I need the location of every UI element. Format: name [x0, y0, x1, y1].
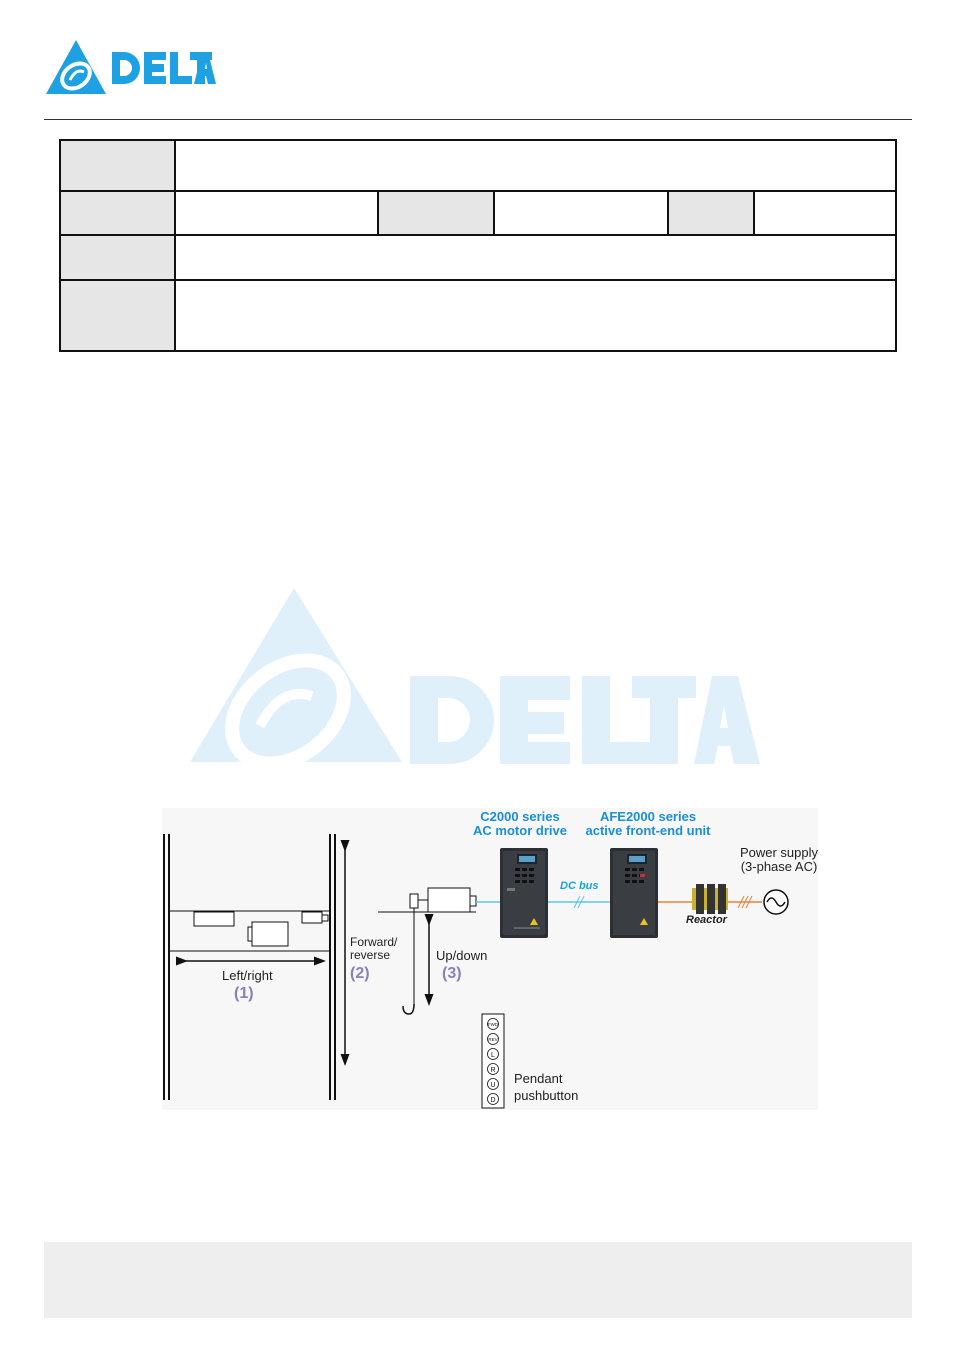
c2000-drive: [500, 848, 548, 938]
afe2000-title: [574, 810, 722, 838]
power-supply-line2: (3-phase AC): [740, 859, 818, 874]
pendant-button-d: D: [490, 1097, 496, 1104]
pendant-button-rev: REV: [488, 1037, 498, 1042]
footer-box: [44, 1242, 912, 1318]
label-number-1: (1): [234, 985, 254, 1002]
document-info-table: [59, 139, 897, 352]
table-value-cell: [176, 192, 379, 234]
power-supply-label: [734, 846, 824, 874]
crane-bridge: [170, 911, 330, 951]
table-value-cell: [495, 192, 669, 234]
crane-rails: [164, 834, 335, 1100]
table-label-cell: [61, 236, 176, 279]
reactor-label: Reactor: [686, 914, 727, 926]
c2000-title-line2: AC motor drive: [473, 823, 567, 838]
delta-watermark: [190, 588, 766, 764]
header-divider: [44, 119, 912, 120]
table-value-cell: [176, 236, 895, 279]
power-supply-line1: Power supply: [739, 845, 819, 860]
table-label-cell: [61, 192, 176, 234]
pendant-label-line2: pushbutton: [514, 1088, 579, 1103]
table-row: [61, 192, 895, 236]
ac-source-icon: [764, 890, 788, 914]
label-number-2: (2): [350, 965, 370, 982]
dc-bus-label: DC bus: [560, 880, 599, 892]
label-number-3: (3): [442, 965, 462, 982]
c2000-title: [460, 810, 580, 838]
table-value-cell: [176, 281, 895, 350]
forward-reverse-line2: reverse: [350, 948, 391, 962]
pendant-button-u: U: [490, 1082, 496, 1089]
table-label-cell: [61, 281, 176, 350]
pendant-label-line1: Pendant: [514, 1071, 563, 1086]
pendant-button-l: L: [491, 1052, 495, 1059]
table-label-cell: [669, 192, 755, 234]
pendant-pushbutton: [482, 1014, 504, 1108]
table-value-cell: [176, 141, 895, 190]
table-row: [61, 141, 895, 192]
afe2000-unit: [610, 848, 658, 938]
table-value-cell: [755, 192, 895, 234]
pendant-button-fwd: FWD: [487, 1022, 499, 1027]
left-right-label: Left/right: [222, 968, 273, 983]
table-label-cell: [379, 192, 495, 234]
table-label-cell: [61, 141, 176, 190]
afe2000-title-line1: AFE2000 series: [599, 809, 697, 824]
delta-logo: [46, 38, 220, 96]
forward-reverse-label: [350, 936, 397, 962]
pendant-button-r: R: [490, 1067, 496, 1074]
crane-drive-diagram: [162, 808, 818, 1110]
pendant-label: [514, 1070, 578, 1104]
forward-reverse-line1: Forward/: [350, 935, 398, 949]
c2000-title-line1: C2000 series: [480, 809, 560, 824]
diagram-drawing: [162, 808, 818, 1110]
table-row: [61, 236, 895, 281]
afe2000-title-line2: active front-end unit: [585, 823, 711, 838]
up-down-label: Up/down: [436, 948, 488, 963]
reactor: [692, 884, 728, 914]
table-row: [61, 281, 895, 350]
